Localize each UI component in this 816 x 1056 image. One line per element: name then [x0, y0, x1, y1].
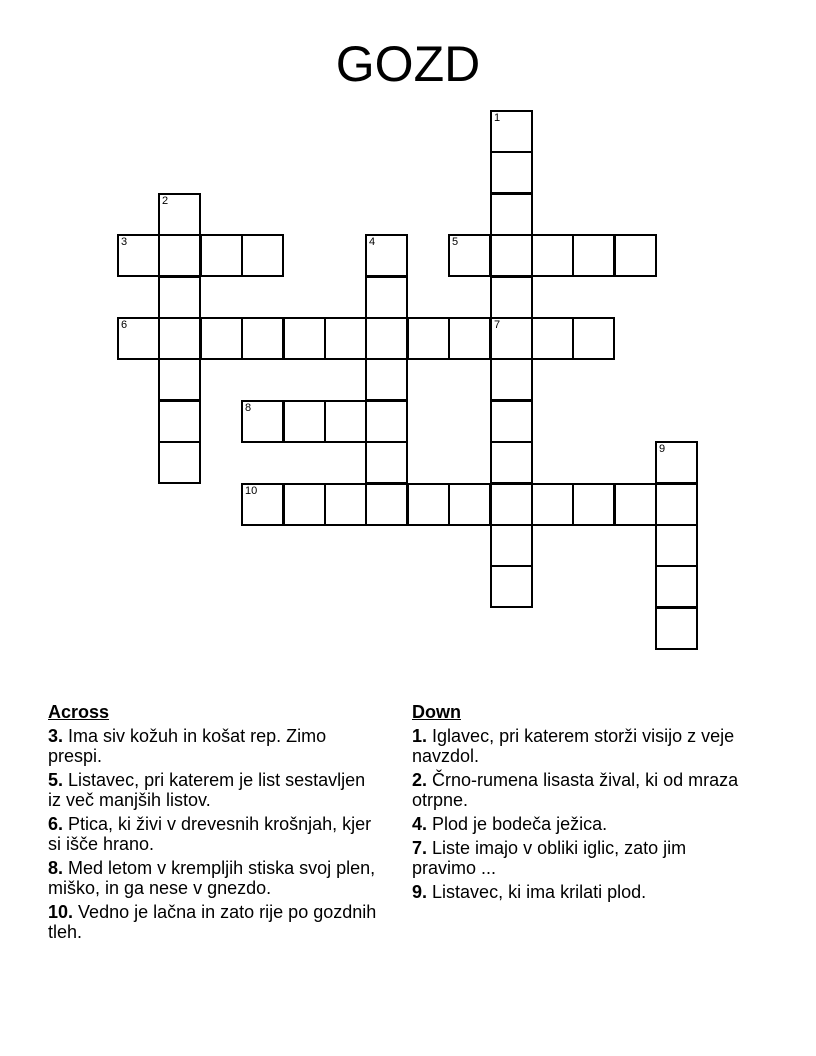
grid-cell[interactable] — [365, 317, 408, 360]
grid-cell[interactable] — [531, 483, 574, 526]
grid-cell[interactable] — [490, 234, 533, 277]
clue-number: 3. — [48, 726, 64, 746]
grid-cell[interactable] — [283, 400, 326, 443]
cell-number: 8 — [245, 402, 252, 414]
grid-cell[interactable] — [117, 234, 160, 277]
grid-cell[interactable] — [407, 483, 450, 526]
clue-text: Črno-rumena lisasta žival, ki od mraza otrpne. — [412, 770, 739, 810]
clue-text: Liste imajo v obliki iglic, zato jim pravimo ... — [412, 838, 687, 878]
clue-number: 6. — [48, 814, 64, 834]
grid-cell[interactable] — [490, 110, 533, 153]
grid-cell[interactable] — [655, 607, 698, 650]
grid-cell[interactable] — [448, 483, 491, 526]
grid-cell[interactable] — [283, 483, 326, 526]
across-heading: Across — [48, 702, 110, 722]
across-clue-8 — [48, 858, 378, 898]
grid-cell[interactable] — [490, 317, 533, 360]
down-clue-9 — [412, 882, 752, 902]
grid-cell[interactable] — [117, 317, 160, 360]
clue-text: Plod je bodeča ježica. — [432, 814, 608, 834]
grid-cell[interactable] — [283, 317, 326, 360]
grid-cell[interactable] — [158, 441, 201, 484]
grid-cell[interactable] — [200, 234, 243, 277]
grid-cell[interactable] — [365, 483, 408, 526]
cell-number: 7 — [494, 319, 501, 331]
grid-cell[interactable] — [490, 276, 533, 319]
grid-cell[interactable] — [655, 524, 698, 567]
cell-number: 10 — [245, 485, 258, 497]
grid-cell[interactable] — [158, 276, 201, 319]
clue-text: Vedno je lačna in zato rije po gozdnih tleh. — [48, 902, 377, 942]
grid-cell[interactable] — [158, 234, 201, 277]
grid-cell[interactable] — [407, 317, 450, 360]
grid-cell[interactable] — [158, 317, 201, 360]
cell-number: 9 — [659, 443, 666, 455]
across-clue-5 — [48, 770, 378, 810]
grid-cell[interactable] — [614, 234, 657, 277]
grid-cell[interactable] — [655, 441, 698, 484]
grid-cell[interactable] — [324, 317, 367, 360]
grid-cell[interactable] — [490, 483, 533, 526]
puzzle-title: GOZD — [335, 36, 481, 92]
grid-cell[interactable] — [200, 317, 243, 360]
grid-cell[interactable] — [365, 441, 408, 484]
down-clue-2 — [412, 770, 752, 810]
clue-text: Listavec, pri katerem je list sestavljen iz več manjših listov. — [48, 770, 366, 810]
grid-cell[interactable] — [365, 234, 408, 277]
cell-number: 4 — [369, 236, 376, 248]
grid-cell[interactable] — [324, 400, 367, 443]
clue-text: Listavec, ki ima krilati plod. — [432, 882, 647, 902]
down-clue-1 — [412, 726, 752, 766]
grid-cell[interactable] — [365, 400, 408, 443]
grid-cell[interactable] — [490, 565, 533, 608]
grid-cell[interactable] — [158, 193, 201, 236]
grid-cell[interactable] — [490, 193, 533, 236]
cell-number: 6 — [121, 319, 128, 331]
across-clue-3 — [48, 726, 378, 766]
across-clue-6 — [48, 814, 378, 854]
clue-number: 7. — [412, 838, 428, 858]
grid-cell[interactable] — [365, 358, 408, 401]
grid-cell[interactable] — [448, 317, 491, 360]
grid-cell[interactable] — [365, 276, 408, 319]
down-clues — [412, 700, 752, 906]
grid-cell[interactable] — [490, 441, 533, 484]
grid-cell[interactable] — [572, 483, 615, 526]
clue-text: Ptica, ki živi v drevesnih krošnjah, kjer si išče hrano. — [48, 814, 372, 854]
cell-number: 1 — [494, 112, 501, 124]
clue-number: 2. — [412, 770, 428, 790]
grid-cell[interactable] — [158, 358, 201, 401]
grid-cell[interactable] — [241, 317, 284, 360]
clue-number: 4. — [412, 814, 428, 834]
across-clue-10 — [48, 902, 378, 942]
down-clue-7 — [412, 838, 752, 878]
grid-cell[interactable] — [572, 317, 615, 360]
clue-number: 8. — [48, 858, 64, 878]
grid-cell[interactable] — [614, 483, 657, 526]
grid-cell[interactable] — [490, 524, 533, 567]
clue-number: 9. — [412, 882, 428, 902]
grid-cell[interactable] — [241, 483, 284, 526]
grid-cell[interactable] — [490, 151, 533, 194]
clue-text: Iglavec, pri katerem storži visijo z veje navzdol. — [412, 726, 735, 766]
grid-cell[interactable] — [531, 234, 574, 277]
grid-cell[interactable] — [448, 234, 491, 277]
grid-cell[interactable] — [490, 400, 533, 443]
grid-cell[interactable] — [572, 234, 615, 277]
down-clue-4 — [412, 814, 752, 834]
down-heading: Down — [412, 702, 461, 722]
clue-text: Med letom v krempljih stiska svoj plen, miško, in ga nese v gnezdo. — [48, 858, 376, 898]
cell-number: 3 — [121, 236, 128, 248]
grid-cell[interactable] — [241, 400, 284, 443]
across-clues — [48, 700, 378, 946]
cell-number: 2 — [162, 195, 169, 207]
grid-cell[interactable] — [490, 358, 533, 401]
clue-text: Ima siv kožuh in košat rep. Zimo prespi. — [48, 726, 327, 766]
grid-cell[interactable] — [655, 565, 698, 608]
clue-number: 1. — [412, 726, 428, 746]
grid-cell[interactable] — [324, 483, 367, 526]
grid-cell[interactable] — [531, 317, 574, 360]
clue-number: 10. — [48, 902, 74, 922]
cell-number: 5 — [452, 236, 459, 248]
grid-cell[interactable] — [158, 400, 201, 443]
grid-cell[interactable] — [655, 483, 698, 526]
clue-number: 5. — [48, 770, 64, 790]
grid-cell[interactable] — [241, 234, 284, 277]
